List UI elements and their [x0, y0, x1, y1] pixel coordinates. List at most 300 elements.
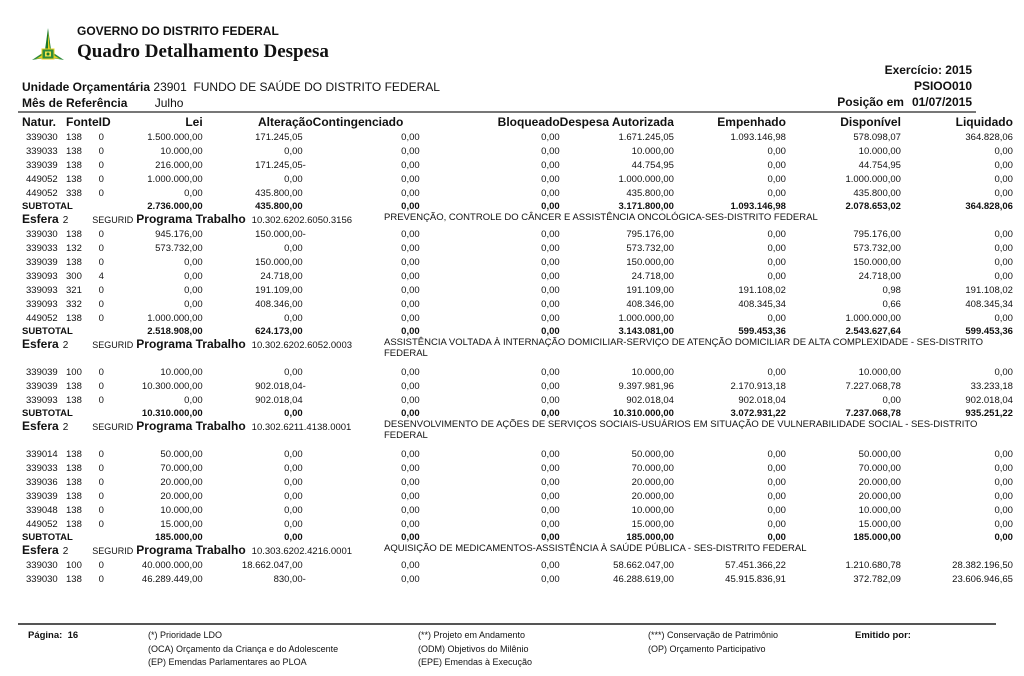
cell-natureza: 339033 [26, 145, 58, 157]
cell-liquidado: 902.018,04 [965, 394, 1013, 406]
cell-empenhado: 0,00 [767, 159, 786, 171]
cell-fonte: 138 [66, 490, 82, 502]
cell-natureza: 339093 [26, 298, 58, 310]
subtotal-lei: 185.000,00 [155, 531, 203, 543]
alteracao-value: 150.000,00 [255, 256, 303, 268]
cell-despesa-autorizada: 191.109,00 [626, 284, 674, 296]
unidade-label: Unidade Orçamentária [22, 80, 151, 94]
cell-empenhado: 0,00 [767, 145, 786, 157]
table-row [22, 447, 1013, 461]
cell-bloqueado: 0,00 [541, 187, 560, 199]
cell-empenhado: 0,00 [767, 312, 786, 324]
subtotal-label: SUBTOTAL [22, 407, 73, 419]
cell-lei: 70.000,00 [160, 462, 203, 474]
legend-item: (EP) Emendas Parlamentares ao PLOA [148, 657, 307, 667]
alteracao-value: 0,00 [284, 145, 303, 157]
subtotal-empenhado: 1.093.146,98 [730, 200, 786, 212]
table-row [22, 393, 1013, 407]
cell-despesa-autorizada: 20.000,00 [631, 476, 674, 488]
cell-lei: 0,00 [184, 298, 203, 310]
subtotal-row [22, 200, 1013, 212]
cell-contingenciado: 0,00 [401, 173, 420, 185]
cell-alteracao [203, 227, 313, 241]
cell-disponivel: 795.176,00 [853, 228, 901, 240]
table-row [22, 503, 1013, 517]
alteracao-value: 0,00 [284, 448, 303, 460]
cell-empenhado: 2.170.913,18 [730, 380, 786, 392]
table-row [22, 283, 1013, 297]
cell-id: 0 [98, 380, 104, 392]
cell-alteracao [203, 144, 313, 158]
cell-empenhado: 0,00 [767, 187, 786, 199]
cell-disponivel: 1.210.680,78 [845, 559, 901, 571]
cell-liquidado: 0,00 [994, 476, 1013, 488]
cell-empenhado: 0,00 [767, 242, 786, 254]
cell-liquidado: 0,00 [994, 159, 1013, 171]
alteracao-value: 408.346,00 [255, 298, 303, 310]
cell-fonte: 138 [66, 476, 82, 488]
legend-column-2 [418, 629, 532, 670]
programa-label: Programa Trabalho [136, 337, 246, 351]
col-bloqueado: Bloqueado [497, 115, 560, 129]
cell-contingenciado: 0,00 [401, 159, 420, 171]
cell-contingenciado: 0,00 [401, 228, 420, 240]
cell-empenhado: 0,00 [767, 476, 786, 488]
programa-description: PREVENÇÃO, CONTROLE DO CÂNCER E ASSISTÊNCIA ONCOLÓGICA-SES-DISTRITO FEDERAL [384, 212, 818, 223]
seguridade-label: SEGURID [92, 422, 134, 432]
cell-bloqueado: 0,00 [541, 256, 560, 268]
cell-natureza: 339039 [26, 256, 58, 268]
cell-bloqueado: 0,00 [541, 394, 560, 406]
cell-empenhado: 902.018,04 [738, 394, 786, 406]
table-body [22, 130, 1013, 586]
esfera-line [22, 419, 1013, 441]
cell-fonte: 138 [66, 159, 82, 171]
cell-natureza: 339093 [26, 284, 58, 296]
cell-fonte: 132 [66, 242, 82, 254]
cell-alteracao [203, 365, 313, 379]
subtotal-lei: 10.310.000,00 [141, 407, 203, 419]
cell-contingenciado: 0,00 [401, 145, 420, 157]
cell-disponivel: 20.000,00 [858, 490, 901, 502]
alteracao-value: 435.800,00 [255, 200, 303, 212]
cell-empenhado: 1.093.146,98 [730, 131, 786, 143]
cell-despesa-autorizada: 1.671.245,05 [618, 131, 674, 143]
subtotal-despesa-autorizada: 3.171.800,00 [618, 200, 674, 212]
pagina-label: Página: [28, 630, 63, 641]
cell-bloqueado: 0,00 [541, 518, 560, 530]
cell-alteracao [203, 283, 313, 297]
esfera-label: Esfera [22, 337, 59, 351]
cell-alteracao [203, 572, 313, 586]
cell-contingenciado: 0,00 [401, 187, 420, 199]
cell-alteracao [203, 503, 313, 517]
cell-contingenciado: 0,00 [401, 242, 420, 254]
programa-code: 10.302.6211.4138.0001 [251, 422, 352, 433]
header-divider [18, 111, 976, 113]
cell-alteracao [203, 130, 313, 144]
esfera-label: Esfera [22, 543, 59, 557]
page-number [28, 629, 78, 643]
alteracao-value: 0,00 [284, 366, 303, 378]
legend-item: (***) Conservação de Patrimônio [648, 630, 779, 640]
subtotal-row [22, 325, 1013, 337]
cell-despesa-autorizada: 408.346,00 [626, 298, 674, 310]
alteracao-value: 435.800,00 [255, 187, 303, 199]
alteracao-value: 0,00 [284, 490, 303, 502]
cell-fonte: 138 [66, 504, 82, 516]
cell-natureza: 339030 [26, 131, 58, 143]
alteracao-value: 0,00 [284, 312, 303, 324]
cell-empenhado: 191.108,02 [738, 284, 786, 296]
mes-referencia [22, 96, 183, 110]
negative-sign: - [302, 573, 306, 585]
table-row [22, 558, 1013, 572]
esfera-value: 2 [62, 215, 69, 226]
cell-lei: 216.000,00 [155, 159, 203, 171]
seguridade-label: SEGURID [92, 546, 134, 556]
cell-contingenciado: 0,00 [401, 559, 420, 571]
cell-fonte: 100 [66, 366, 82, 378]
cell-id: 4 [98, 270, 104, 282]
posicao [837, 95, 972, 109]
cell-natureza: 339030 [26, 559, 58, 571]
alteracao-value: 191.109,00 [255, 284, 303, 296]
cell-natureza: 449052 [26, 187, 58, 199]
cell-lei: 10.000,00 [160, 145, 203, 157]
subtotal-disponivel: 185.000,00 [853, 531, 901, 543]
cell-id: 0 [98, 187, 104, 199]
col-liquidado: Liquidado [955, 115, 1013, 129]
cell-liquidado: 28.382.196,50 [952, 559, 1013, 571]
alteracao-value: 902.018,04 [255, 380, 303, 392]
subtotal-disponivel: 7.237.068,78 [845, 407, 901, 419]
cell-alteracao [203, 255, 313, 269]
subtotal-bloqueado: 0,00 [541, 407, 560, 419]
table-row [22, 379, 1013, 393]
cell-despesa-autorizada: 795.176,00 [626, 228, 674, 240]
cell-fonte: 138 [66, 173, 82, 185]
cell-natureza: 449052 [26, 312, 58, 324]
cell-bloqueado: 0,00 [541, 448, 560, 460]
programa-code: 10.303.6202.4216.0001 [251, 546, 353, 557]
subtotal-empenhado: 0,00 [767, 531, 786, 543]
programa-code: 10.302.6202.6052.0003 [251, 340, 353, 351]
cell-disponivel: 44.754,95 [858, 159, 901, 171]
esfera-header-row [22, 212, 1013, 227]
cell-natureza: 449052 [26, 173, 58, 185]
col-contingenciado: Contingenciado [312, 115, 404, 129]
cell-id: 0 [98, 462, 104, 474]
cell-lei: 10.000,00 [160, 504, 203, 516]
cell-fonte: 138 [66, 145, 82, 157]
cell-id: 0 [98, 518, 104, 530]
cell-contingenciado: 0,00 [401, 573, 420, 585]
cell-id: 0 [98, 159, 104, 171]
cell-lei: 50.000,00 [160, 448, 203, 460]
legend-item: (OP) Orçamento Participativo [648, 643, 766, 654]
cell-fonte: 138 [66, 462, 82, 474]
cell-natureza: 339030 [26, 228, 58, 240]
cell-empenhado: 0,00 [767, 270, 786, 282]
cell-liquidado: 23.606.946,65 [952, 573, 1013, 585]
cell-lei: 10.300.000,00 [141, 380, 203, 392]
cell-contingenciado: 0,00 [401, 476, 420, 488]
cell-liquidado: 33.233,18 [970, 380, 1013, 392]
cell-id: 0 [98, 145, 104, 157]
cell-bloqueado: 0,00 [541, 145, 560, 157]
esfera [22, 543, 68, 557]
table-row [22, 269, 1013, 283]
cell-lei: 945.176,00 [155, 228, 203, 240]
esfera-line [22, 543, 1013, 558]
subtotal-despesa-autorizada: 3.143.081,00 [618, 325, 674, 337]
negative-sign: - [302, 159, 306, 171]
cell-alteracao [203, 461, 313, 475]
cell-bloqueado: 0,00 [541, 490, 560, 502]
cell-lei: 573.732,00 [155, 242, 203, 254]
cell-empenhado: 0,00 [767, 518, 786, 530]
cell-contingenciado: 0,00 [401, 518, 420, 530]
cell-lei: 0,00 [184, 394, 203, 406]
cell-alteracao [203, 475, 313, 489]
cell-fonte: 300 [66, 270, 82, 282]
table-row [22, 461, 1013, 475]
cell-bloqueado: 0,00 [541, 504, 560, 516]
cell-contingenciado: 0,00 [401, 490, 420, 502]
exercicio-label: Exercício: [884, 63, 942, 77]
mes-value: Julho [154, 96, 184, 110]
cell-contingenciado: 0,00 [401, 284, 420, 296]
cell-liquidado: 0,00 [994, 448, 1013, 460]
subtotal-disponivel: 2.543.627,64 [845, 325, 901, 337]
cell-despesa-autorizada: 1.000.000,00 [618, 173, 674, 185]
subtotal-alteracao [203, 325, 313, 337]
cell-natureza: 339048 [26, 504, 58, 516]
cell-id: 0 [98, 173, 104, 185]
col-id: ID [98, 115, 111, 129]
cell-fonte: 321 [66, 284, 82, 296]
cell-empenhado: 0,00 [767, 462, 786, 474]
cell-natureza: 449052 [26, 518, 58, 530]
subtotal-liquidado: 599.453,36 [965, 325, 1013, 337]
cell-despesa-autorizada: 573.732,00 [626, 242, 674, 254]
subtotal-lei: 2.736.000,00 [147, 200, 203, 212]
cell-fonte: 138 [66, 394, 82, 406]
legend-column-3 [648, 629, 778, 656]
cell-empenhado: 0,00 [767, 366, 786, 378]
cell-lei: 0,00 [184, 187, 203, 199]
cell-liquidado: 408.345,34 [965, 298, 1013, 310]
cell-disponivel: 24.718,00 [858, 270, 901, 282]
alteracao-value: 0,00 [284, 407, 303, 419]
cell-contingenciado: 0,00 [401, 270, 420, 282]
cell-contingenciado: 0,00 [401, 366, 420, 378]
cell-despesa-autorizada: 15.000,00 [631, 518, 674, 530]
esfera [22, 337, 68, 351]
government-name: GOVERNO DO DISTRITO FEDERAL [77, 24, 279, 38]
cell-id: 0 [98, 448, 104, 460]
col-lei: Lei [185, 115, 203, 129]
cell-bloqueado: 0,00 [541, 173, 560, 185]
esfera-label: Esfera [22, 212, 59, 226]
gdf-emblem-icon [30, 26, 66, 66]
cell-bloqueado: 0,00 [541, 312, 560, 324]
subtotal-label: SUBTOTAL [22, 325, 73, 337]
cell-alteracao [203, 311, 313, 325]
cell-empenhado: 408.345,34 [738, 298, 786, 310]
table-row [22, 227, 1013, 241]
cell-id: 0 [98, 312, 104, 324]
cell-liquidado: 0,00 [994, 462, 1013, 474]
esfera-header-row [22, 337, 1013, 365]
cell-disponivel: 1.000.000,00 [845, 312, 901, 324]
cell-id: 0 [98, 504, 104, 516]
cell-liquidado: 0,00 [994, 312, 1013, 324]
cell-natureza: 339039 [26, 159, 58, 171]
cell-liquidado: 0,00 [994, 490, 1013, 502]
subtotal-label: SUBTOTAL [22, 200, 73, 212]
cell-fonte: 138 [66, 256, 82, 268]
cell-empenhado: 0,00 [767, 173, 786, 185]
cell-disponivel: 10.000,00 [858, 504, 901, 516]
table-row [22, 241, 1013, 255]
table-row [22, 572, 1013, 586]
cell-fonte: 100 [66, 559, 82, 571]
cell-alteracao [203, 393, 313, 407]
cell-bloqueado: 0,00 [541, 131, 560, 143]
unidade-orcamentaria [22, 80, 440, 94]
cell-bloqueado: 0,00 [541, 559, 560, 571]
cell-despesa-autorizada: 10.000,00 [631, 504, 674, 516]
alteracao-value: 0,00 [284, 504, 303, 516]
cell-id: 0 [98, 366, 104, 378]
cell-despesa-autorizada: 150.000,00 [626, 256, 674, 268]
esfera-cell [22, 337, 1013, 365]
cell-alteracao [203, 517, 313, 531]
cell-disponivel: 10.000,00 [858, 366, 901, 378]
cell-bloqueado: 0,00 [541, 573, 560, 585]
cell-liquidado: 0,00 [994, 228, 1013, 240]
cell-alteracao [203, 158, 313, 172]
cell-liquidado: 0,00 [994, 145, 1013, 157]
subtotal-contingenciado: 0,00 [401, 200, 420, 212]
cell-disponivel: 7.227.068,78 [845, 380, 901, 392]
cell-liquidado: 364.828,06 [965, 131, 1013, 143]
alteracao-value: 0,00 [284, 462, 303, 474]
exercicio [885, 63, 972, 77]
cell-disponivel: 10.000,00 [858, 145, 901, 157]
cell-disponivel: 0,66 [882, 298, 901, 310]
cell-alteracao [203, 297, 313, 311]
cell-lei: 0,00 [184, 256, 203, 268]
programa-description: DESENVOLVIMENTO DE AÇÕES DE SERVIÇOS SOCIAIS-USUÁRIOS EM SITUAÇÃO DE VULNERABILIDADE SOCIAL - SES-DISTRITO FEDERAL [384, 419, 978, 441]
cell-disponivel: 150.000,00 [853, 256, 901, 268]
cell-liquidado: 0,00 [994, 242, 1013, 254]
cell-disponivel: 20.000,00 [858, 476, 901, 488]
cell-despesa-autorizada: 46.288.619,00 [613, 573, 674, 585]
cell-lei: 20.000,00 [160, 490, 203, 502]
expense-table [22, 114, 1013, 586]
subtotal-despesa-autorizada: 185.000,00 [626, 531, 674, 543]
cell-id: 0 [98, 394, 104, 406]
subtotal-alteracao [203, 200, 313, 212]
subtotal-liquidado: 364.828,06 [965, 200, 1013, 212]
mes-label: Mês de Referência [22, 96, 128, 110]
unidade-code: 23901 [153, 80, 187, 94]
cell-contingenciado: 0,00 [401, 256, 420, 268]
alteracao-value: 150.000,00 [255, 228, 303, 240]
cell-lei: 15.000,00 [160, 518, 203, 530]
legend-column-1 [148, 629, 338, 670]
exercicio-value: 2015 [945, 63, 972, 77]
cell-natureza: 339036 [26, 476, 58, 488]
seguridade-label: SEGURID [92, 215, 134, 225]
cell-id: 0 [98, 298, 104, 310]
programa-label: Programa Trabalho [136, 212, 246, 226]
alteracao-value: 24.718,00 [260, 270, 303, 282]
col-natureza: Natur. [22, 115, 57, 129]
subtotal-disponivel: 2.078.653,02 [845, 200, 901, 212]
cell-empenhado: 0,00 [767, 448, 786, 460]
cell-contingenciado: 0,00 [401, 462, 420, 474]
cell-fonte: 138 [66, 380, 82, 392]
esfera-label: Esfera [22, 419, 59, 433]
cell-liquidado: 0,00 [994, 366, 1013, 378]
cell-fonte: 332 [66, 298, 82, 310]
cell-lei: 0,00 [184, 270, 203, 282]
esfera-header-row [22, 543, 1013, 558]
cell-disponivel: 15.000,00 [858, 518, 901, 530]
cell-despesa-autorizada: 24.718,00 [631, 270, 674, 282]
table-row [22, 517, 1013, 531]
legend-item: (ODM) Objetivos do Milênio [418, 643, 529, 654]
cell-natureza: 339093 [26, 270, 58, 282]
cell-fonte: 138 [66, 228, 82, 240]
cell-fonte: 138 [66, 131, 82, 143]
cell-empenhado: 0,00 [767, 228, 786, 240]
cell-natureza: 339033 [26, 462, 58, 474]
cell-liquidado: 0,00 [994, 518, 1013, 530]
cell-bloqueado: 0,00 [541, 366, 560, 378]
subtotal-alteracao [203, 407, 313, 419]
cell-id: 0 [98, 559, 104, 571]
cell-natureza: 339030 [26, 573, 58, 585]
subtotal-bloqueado: 0,00 [541, 200, 560, 212]
cell-fonte: 138 [66, 448, 82, 460]
cell-bloqueado: 0,00 [541, 242, 560, 254]
cell-alteracao [203, 269, 313, 283]
table-row [22, 130, 1013, 144]
col-alteracao: Alteração [257, 115, 313, 129]
cell-contingenciado: 0,00 [401, 504, 420, 516]
posicao-value: 01/07/2015 [911, 95, 972, 109]
cell-liquidado: 0,00 [994, 504, 1013, 516]
legend-item: (**) Projeto em Andamento [418, 630, 526, 640]
programa-description: ASSISTÊNCIA VOLTADA À INTERNAÇÃO DOMICILIAR-SERVIÇO DE ATENÇÃO DOMICILIAR DE ALTA COMPLEXIDADE - SES-DISTRITO FEDERAL [384, 337, 983, 359]
cell-disponivel: 0,98 [882, 284, 901, 296]
cell-despesa-autorizada: 10.000,00 [631, 366, 674, 378]
cell-bloqueado: 0,00 [541, 284, 560, 296]
cell-alteracao [203, 489, 313, 503]
cell-id: 0 [98, 131, 104, 143]
report-code: PSIOO010 [913, 79, 972, 93]
esfera-cell [22, 212, 1013, 227]
subtotal-contingenciado: 0,00 [401, 325, 420, 337]
alteracao-value: 0,00 [284, 242, 303, 254]
table-row [22, 475, 1013, 489]
table-row [22, 365, 1013, 379]
